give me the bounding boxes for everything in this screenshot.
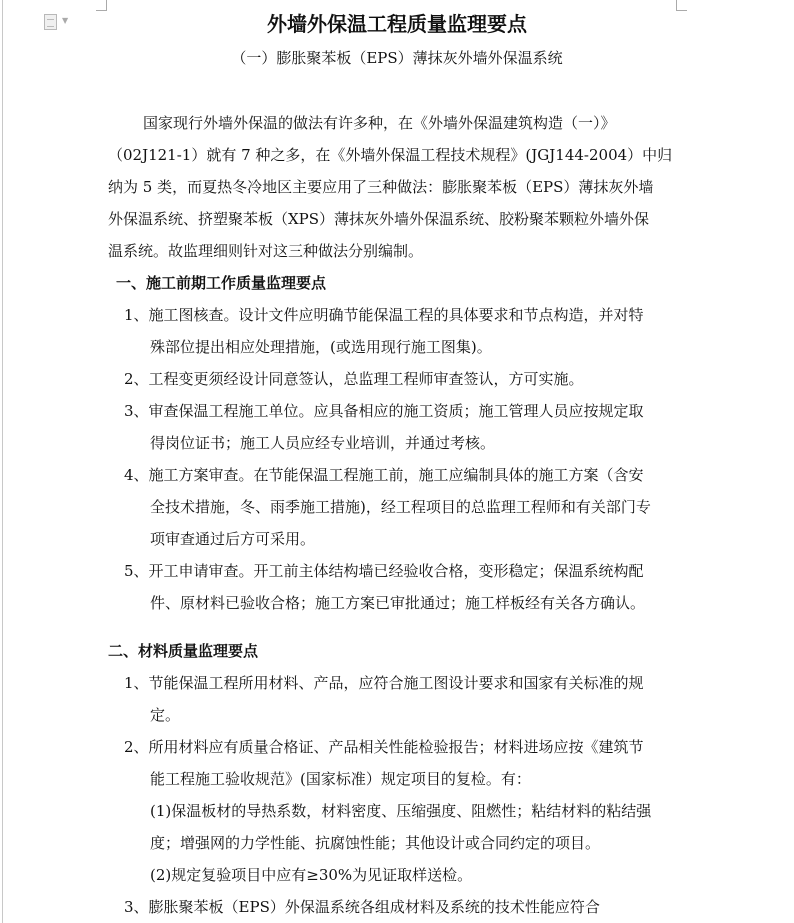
list-item-line: 度；增强网的力学性能、抗腐蚀性能；其他设计或合同约定的项目。 xyxy=(150,834,601,852)
intro-line: 纳为 5 类，而夏热冬冷地区主要应用了三种做法：膨胀聚苯板（EPS）薄抹灰外墙 xyxy=(108,178,654,196)
section-heading-materials: 二、材料质量监理要点 xyxy=(108,642,259,660)
list-item-line: 4、施工方案审查。在节能保温工程施工前，施工应编制具体的施工方案（含安 xyxy=(124,466,644,484)
list-item-line: 能工程施工验收规范》(国家标准）规定项目的复检。有： xyxy=(150,770,531,788)
list-item-line: 2、所用材料应有质量合格证、产品相关性能检验报告；材料进场应按《建筑节 xyxy=(124,738,644,756)
list-item-line: 项审查通过后方可采用。 xyxy=(150,530,316,548)
list-item-line: 殊部位提出相应处理措施，(或选用现行施工图集)。 xyxy=(150,338,492,356)
list-item-line: (1)保温板材的导热系数，材料密度、压缩强度、阻燃性；粘结材料的粘结强 xyxy=(150,802,652,820)
intro-line: 外保温系统、挤塑聚苯板（XPS）薄抹灰外墙外保温系统、胶粉聚苯颗粒外墙外保 xyxy=(108,210,650,228)
intro-line: 温系统。故监理细则针对这三种做法分别编制。 xyxy=(108,242,424,260)
list-item-line: 定。 xyxy=(150,706,181,724)
list-item-line: 全技术措施，冬、雨季施工措施)，经工程项目的总监理工程师和有关部门专 xyxy=(150,498,651,516)
intro-line: 国家现行外墙外保温的做法有许多种，在《外墙外保温建筑构造（一）》 xyxy=(143,114,616,132)
list-item-line: 3、膨胀聚苯板（EPS）外保温系统各组成材料及系统的技术性能应符合 xyxy=(124,898,600,916)
intro-line: （02J121-1）就有 7 种之多，在《外墙外保温工程技术规程》(JGJ144-2004）中归 xyxy=(108,146,673,164)
list-item-line: 件、原材料已验收合格；施工方案已审批通过；施工样板经有关各方确认。 xyxy=(150,594,646,612)
document-subtitle: （一）膨胀聚苯板（EPS）薄抹灰外墙外保温系统 xyxy=(231,49,563,67)
list-item-line: 3、审查保温工程施工单位。应具备相应的施工资质；施工管理人员应按规定取 xyxy=(124,402,644,420)
chevron-down-icon[interactable]: ▼ xyxy=(62,16,69,25)
list-item-line: 得岗位证书；施工人员应经专业培训，并通过考核。 xyxy=(150,434,496,452)
document-title: 外墙外保温工程质量监理要点 xyxy=(267,12,527,36)
list-item-line: 2、工程变更须经设计同意签认，总监理工程师审查签认，方可实施。 xyxy=(124,370,584,388)
list-item-line: 1、施工图核查。设计文件应明确节能保温工程的具体要求和节点构造，并对特 xyxy=(124,306,644,324)
list-item-line: 5、开工申请审查。开工前主体结构墙已经验收合格，变形稳定；保温系统构配 xyxy=(124,562,644,580)
list-item-line: (2)规定复验项目中应有≥30%为见证取样送检。 xyxy=(150,866,473,884)
page-left-border xyxy=(2,0,3,923)
list-item-line: 1、节能保温工程所用材料、产品，应符合施工图设计要求和国家有关标准的规 xyxy=(124,674,644,692)
section-heading-pre-construction: 一、施工前期工作质量监理要点 xyxy=(116,274,327,292)
